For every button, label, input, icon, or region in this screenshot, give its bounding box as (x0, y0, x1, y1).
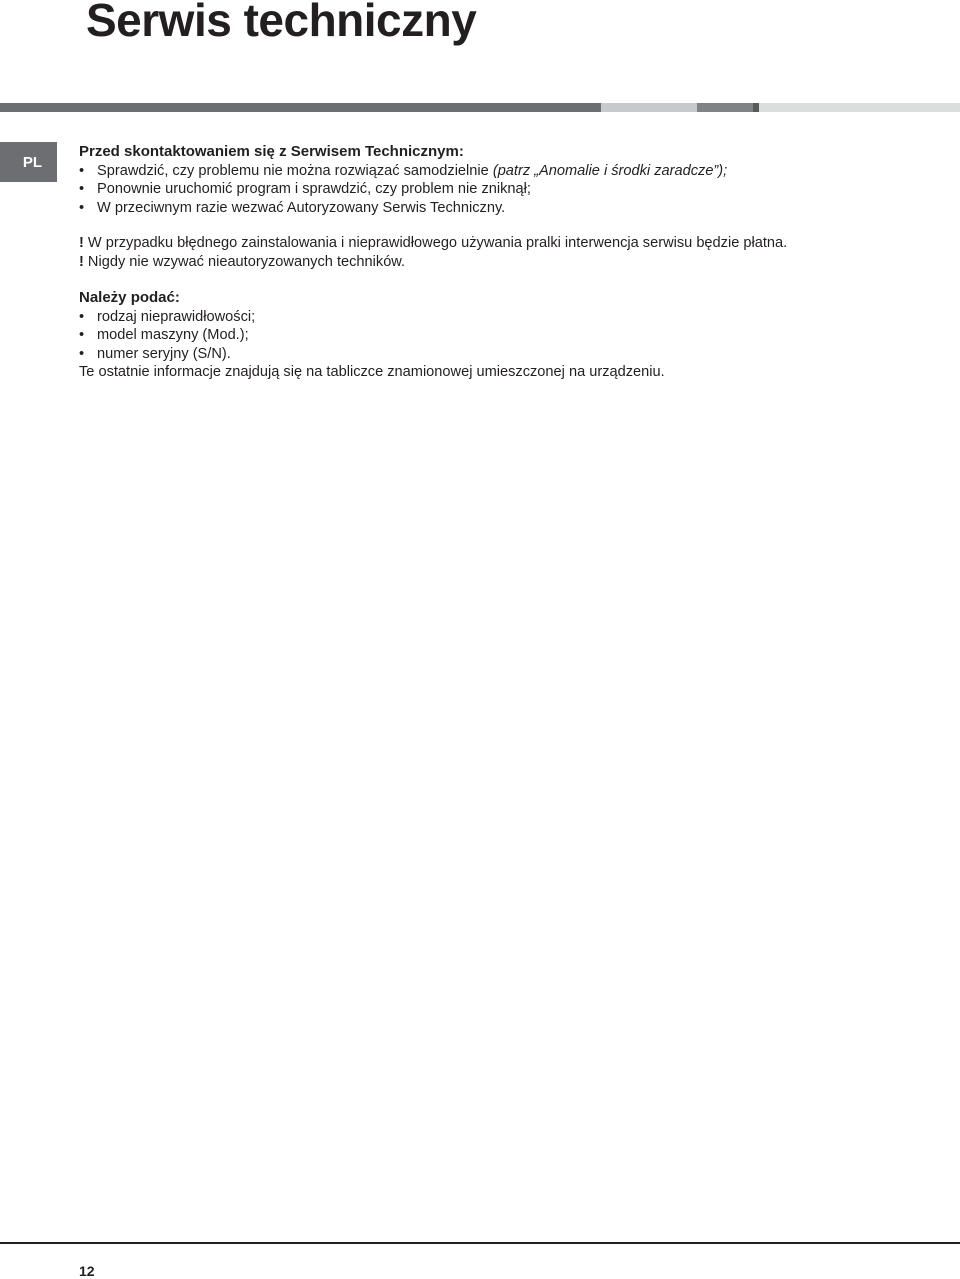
language-tab: PL (0, 142, 57, 182)
warning-unauthorized (79, 253, 939, 272)
list-item: • model maszyny (Mod.); (79, 326, 939, 345)
header-bar-segment (601, 103, 697, 112)
rating-plate-note: Te ostatnie informacje znajdują się na tabliczce znamionowej umieszczonej na urządzeniu. (79, 364, 665, 380)
service-content (79, 143, 939, 382)
warning-paid-service (79, 234, 939, 253)
warning-text: Nigdy nie wzywać nieautoryzowanych techników. (83, 253, 406, 270)
list-item: • W przeciwnym razie wezwać Autoryzowany Serwis Techniczny. (79, 199, 939, 218)
warning-mark: ! (79, 235, 84, 251)
provide-heading: Należy podać: (79, 289, 180, 306)
header-bar-segment (697, 103, 753, 112)
list-item-text: Sprawdzić, czy problemu nie można rozwiązać samodzielnie (97, 162, 493, 179)
warning-text: W przypadku błędnego zainstalowania i nieprawidłowego używania pralki interwencja serwisu będzie płatna. (83, 235, 788, 251)
list-item-reference: (patrz „Anomalie i środki zaradcze”); (492, 162, 728, 179)
list-item: • Ponownie uruchomić program i sprawdzić, czy problem nie zniknął; (79, 180, 939, 199)
list-item (79, 162, 939, 181)
page-number: 12 (79, 1263, 95, 1279)
list-item: • rodzaj nieprawidłowości; (79, 308, 939, 327)
header-bar-segment (759, 103, 960, 112)
footer-divider (0, 1242, 960, 1244)
before-contact-list (79, 162, 939, 218)
page-title: Serwis techniczny (86, 0, 477, 46)
warning-mark: ! (79, 253, 84, 270)
header-bar-segment (0, 103, 601, 112)
list-item: • numer seryjny (S/N). (79, 345, 939, 364)
provide-list (79, 308, 939, 364)
before-contact-heading: Przed skontaktowaniem się z Serwisem Technicznym: (79, 143, 464, 160)
